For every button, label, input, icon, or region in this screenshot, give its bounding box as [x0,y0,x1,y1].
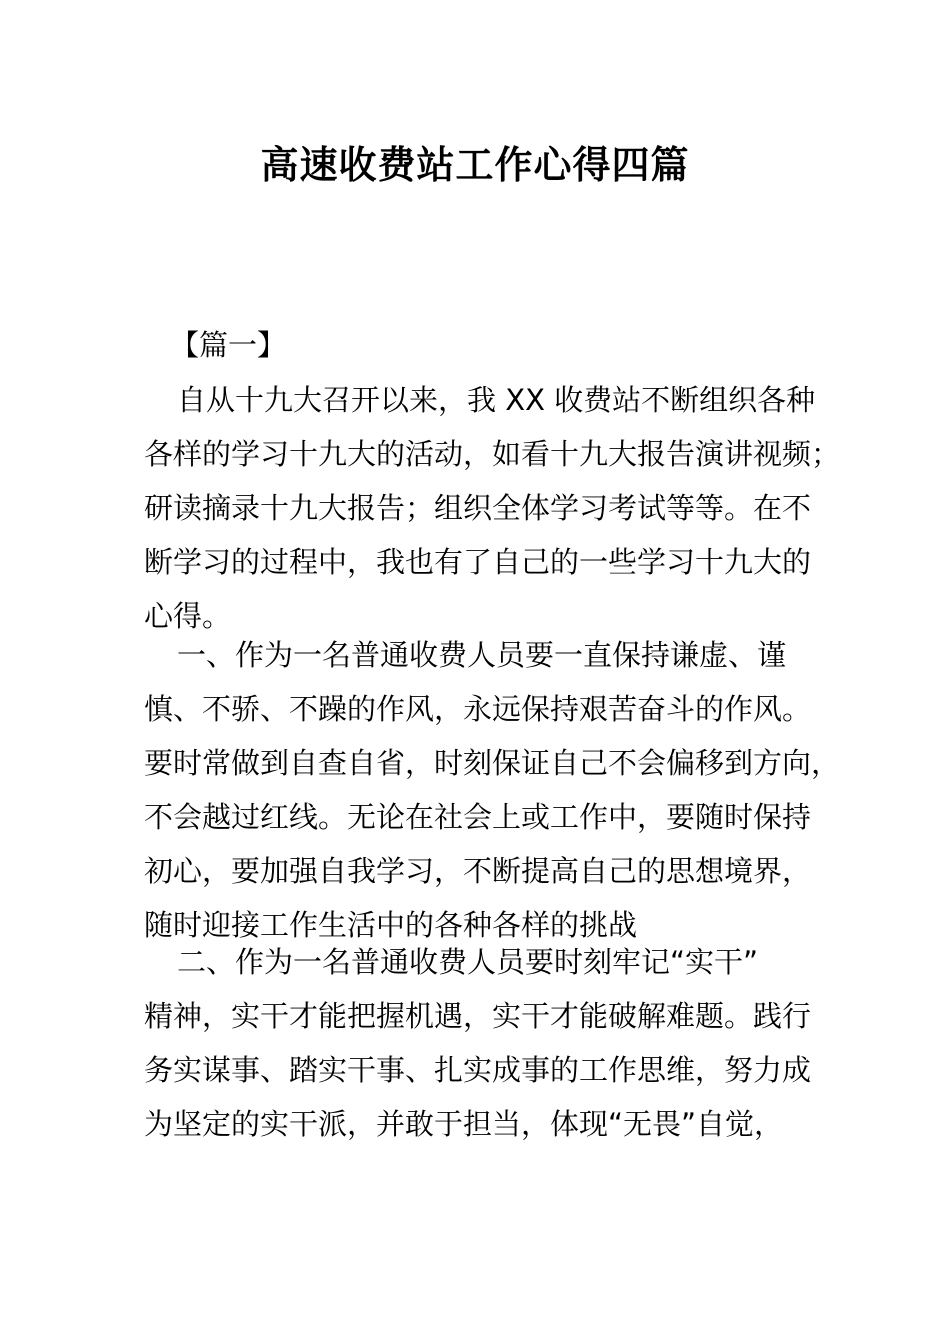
paragraph-line: 一、作为一名普通收费人员要一直保持谦虚、谨 [177,638,787,672]
paragraph-line: 精神，实干才能把握机遇，实干才能破解难题。践行 [144,999,812,1033]
paragraph-1 [144,373,841,643]
paragraph-line: 为坚定的实干派，并敢于担当，体现“无畏”自觉， [144,1107,784,1141]
paragraph-line: 各样的学习十九大的活动，如看十九大报告演讲视频； [144,437,841,471]
paragraph-line: 不会越过红线。无论在社会上或工作中，要随时保持 [144,800,812,834]
paragraph-3 [144,935,814,1151]
document-title: 高速收费站工作心得四篇 [260,143,690,187]
paragraph-line: 要时常做到自查自省，时刻保证自己不会偏移到方向， [144,746,841,780]
paragraph-line: 心得。 [144,599,232,633]
paragraph-line: 务实谋事、踏实干事、扎实成事的工作思维，努力成 [144,1053,812,1087]
paragraph-line: 断学习的过程中，我也有了自己的一些学习十九大的 [144,545,812,579]
section-label: 【篇一】 [170,328,287,362]
paragraph-line: 研读摘录十九大报告；组织全体学习考试等等。在不 [144,491,812,525]
paragraph-2 [144,628,841,952]
paragraph-line: 初心，要加强自我学习，不断提高自己的思想境界， [144,854,812,888]
paragraph-line: 慎、不骄、不躁的作风，永远保持艰苦奋斗的作风。 [144,692,812,726]
paragraph-line: 二、作为一名普通收费人员要时刻牢记“实干” [177,945,759,979]
paragraph-line: 自从十九大召开以来，我 XX 收费站不断组织各种 [177,383,816,417]
paragraph-line: 随时迎接工作生活中的各种各样的挑战 [144,908,638,942]
